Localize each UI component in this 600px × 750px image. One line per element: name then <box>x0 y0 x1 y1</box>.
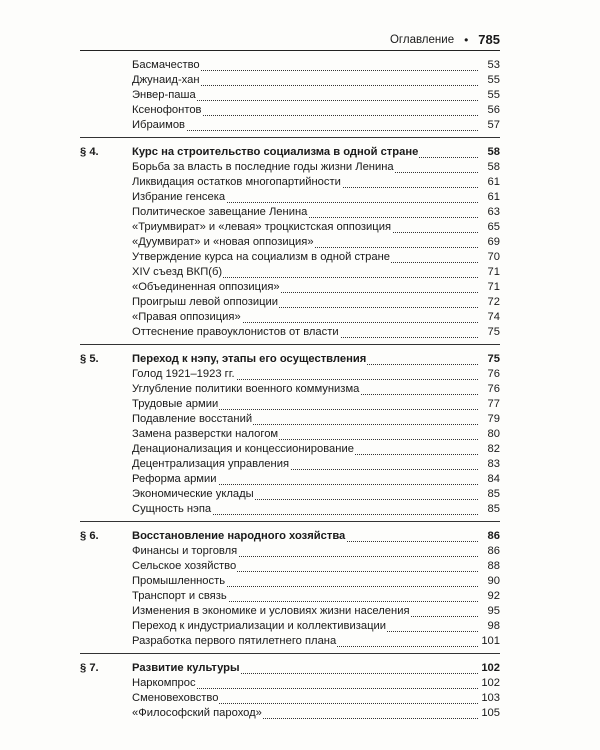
toc-entry-row <box>80 691 500 706</box>
toc-entry-row <box>80 457 500 472</box>
toc-entry-row <box>80 235 500 250</box>
toc-section-row <box>80 529 500 544</box>
entry-page-number: 102 <box>481 677 500 689</box>
entry-page-number: 86 <box>487 545 500 557</box>
entry-page-number: 79 <box>487 413 500 425</box>
entry-page-number: 76 <box>487 368 500 380</box>
entry-page-number: 71 <box>487 266 500 278</box>
entry-page-number: 53 <box>487 59 500 71</box>
entry-page-number: 63 <box>487 206 500 218</box>
section-title: Переход к нэпу, этапы его осуществления <box>132 353 367 365</box>
toc-entry-row <box>80 190 500 205</box>
entry-title: Ибраимов <box>132 119 185 131</box>
section-divider <box>80 521 500 522</box>
entry-title: Сельское хозяйство <box>132 560 237 572</box>
entry-title: Сменовеховство <box>132 692 219 704</box>
toc-entry-row <box>80 676 500 691</box>
entry-title: Трудовые армии <box>132 398 219 410</box>
toc-entry-row <box>80 604 500 619</box>
entry-page-number: 105 <box>481 707 500 719</box>
entry-title: Избрание генсека <box>132 191 226 203</box>
toc-entry-row <box>80 427 500 442</box>
section-number: § 7. <box>80 662 99 674</box>
toc-section-row <box>80 661 500 676</box>
entry-title: Реформа армии <box>132 473 217 485</box>
toc-entry-row <box>80 58 500 73</box>
toc-section-row <box>80 145 500 160</box>
entry-page-number: 74 <box>487 311 500 323</box>
toc-entry-row <box>80 310 500 325</box>
toc-entry-row <box>80 205 500 220</box>
toc-entry-row <box>80 103 500 118</box>
entry-page-number: 57 <box>487 119 500 131</box>
entry-title: Оттеснение правоуклонистов от власти <box>132 326 339 338</box>
entry-page-number: 76 <box>487 383 500 395</box>
entry-page-number: 65 <box>487 221 500 233</box>
entry-page-number: 92 <box>487 590 500 602</box>
entry-page-number: 84 <box>487 473 500 485</box>
section-title: Курс на строительство социализма в одной стране <box>132 146 419 158</box>
toc-entry-row <box>80 73 500 88</box>
toc-entry-row <box>80 589 500 604</box>
entry-title: Замена разверстки налогом <box>132 428 279 440</box>
entry-title: Децентрализация управления <box>132 458 290 470</box>
section-number: § 6. <box>80 530 99 542</box>
entry-title: Разработка первого пятилетнего плана <box>132 635 337 647</box>
toc-entry-row <box>80 487 500 502</box>
toc-entry-row <box>80 472 500 487</box>
section-divider <box>80 137 500 138</box>
entry-title: XIV съезд ВКП(б) <box>132 266 223 278</box>
entry-page-number: 85 <box>487 503 500 515</box>
toc-section-row <box>80 352 500 367</box>
toc-entry-row <box>80 382 500 397</box>
toc-entry-row <box>80 367 500 382</box>
toc-entry-row <box>80 280 500 295</box>
section-divider <box>80 344 500 345</box>
entry-page-number: 61 <box>487 191 500 203</box>
entry-title: Наркомпрос <box>132 677 196 689</box>
section-divider <box>80 653 500 654</box>
entry-page-number: 55 <box>487 89 500 101</box>
running-title: Оглавление <box>389 33 455 46</box>
entry-page-number: 61 <box>487 176 500 188</box>
section-title: Восстановление народного хозяйства <box>132 530 346 542</box>
entry-title: Денационализация и концессионирование <box>132 443 354 455</box>
entry-title: Борьба за власть в последние годы жизни Ленина <box>132 161 394 173</box>
entry-page-number: 72 <box>487 296 500 308</box>
entry-page-number: 58 <box>487 146 500 158</box>
entry-title: Сущность нэпа <box>132 503 212 515</box>
entry-page-number: 75 <box>487 326 500 338</box>
toc-entry-row <box>80 220 500 235</box>
toc-entry-row <box>80 295 500 310</box>
page-header <box>80 30 500 51</box>
entry-page-number: 88 <box>487 560 500 572</box>
table-of-contents <box>80 58 500 721</box>
toc-entry-row <box>80 175 500 190</box>
entry-page-number: 82 <box>487 443 500 455</box>
entry-title: Промышленность <box>132 575 226 587</box>
entry-page-number: 69 <box>487 236 500 248</box>
entry-title: Утверждение курса на социализм в одной стране <box>132 251 391 263</box>
entry-title: Энвер-паша <box>132 89 196 101</box>
entry-title: Ксенофонтов <box>132 104 202 116</box>
entry-page-number: 58 <box>487 161 500 173</box>
entry-title: Ликвидация остатков многопартийности <box>132 176 341 188</box>
toc-entry-row <box>80 325 500 340</box>
entry-title: Углубление политики военного коммунизма <box>132 383 360 395</box>
toc-entry-row <box>80 574 500 589</box>
entry-title: «Философский пароход» <box>132 707 262 719</box>
entry-title: Голод 1921–1923 гг. <box>132 368 235 380</box>
entry-page-number: 71 <box>487 281 500 293</box>
entry-title: Финансы и торговля <box>132 545 238 557</box>
entry-page-number: 70 <box>487 251 500 263</box>
section-number: § 4. <box>80 146 99 158</box>
entry-page-number: 85 <box>487 488 500 500</box>
entry-page-number: 86 <box>487 530 500 542</box>
entry-title: Джунаид-хан <box>132 74 200 86</box>
entry-page-number: 98 <box>487 620 500 632</box>
entry-title: Изменения в экономике и условиях жизни населения <box>132 605 410 617</box>
section-title: Развитие культуры <box>132 662 240 674</box>
entry-page-number: 80 <box>487 428 500 440</box>
toc-entry-row <box>80 619 500 634</box>
entry-title: «Триумвират» и «левая» троцкистская оппозиция <box>132 221 392 233</box>
entry-page-number: 90 <box>487 575 500 587</box>
toc-entry-row <box>80 397 500 412</box>
toc-entry-row <box>80 706 500 721</box>
entry-title: «Дуумвират» и «новая оппозиция» <box>132 236 314 248</box>
entry-title: «Правая оппозиция» <box>132 311 241 323</box>
entry-page-number: 102 <box>481 662 500 674</box>
entry-page-number: 101 <box>481 635 500 647</box>
toc-entry-row <box>80 412 500 427</box>
entry-page-number: 103 <box>481 692 500 704</box>
entry-page-number: 83 <box>487 458 500 470</box>
entry-title: Политическое завещание Ленина <box>132 206 308 218</box>
toc-entry-row <box>80 442 500 457</box>
entry-page-number: 75 <box>487 353 500 365</box>
entry-title: «Объединенная оппозиция» <box>132 281 280 293</box>
toc-entry-row <box>80 250 500 265</box>
toc-entry-row <box>80 118 500 133</box>
toc-entry-row <box>80 160 500 175</box>
entry-page-number: 95 <box>487 605 500 617</box>
entry-page-number: 77 <box>487 398 500 410</box>
entry-page-number: 56 <box>487 104 500 116</box>
entry-title: Переход к индустриализации и коллективизации <box>132 620 386 632</box>
toc-entry-row <box>80 559 500 574</box>
entry-title: Проигрыш левой оппозиции <box>132 296 279 308</box>
entry-title: Транспорт и связь <box>132 590 227 602</box>
toc-entry-row <box>80 544 500 559</box>
section-number: § 5. <box>80 353 99 365</box>
entry-title: Экономические уклады <box>132 488 254 500</box>
toc-entry-row <box>80 88 500 103</box>
entry-title: Басмачество <box>132 59 200 71</box>
entry-page-number: 55 <box>487 74 500 86</box>
toc-entry-row <box>80 634 500 649</box>
entry-title: Подавление восстаний <box>132 413 253 425</box>
bullet-separator: • <box>464 32 469 47</box>
toc-entry-row <box>80 502 500 517</box>
page-number: 785 <box>478 32 500 47</box>
toc-entry-row <box>80 265 500 280</box>
